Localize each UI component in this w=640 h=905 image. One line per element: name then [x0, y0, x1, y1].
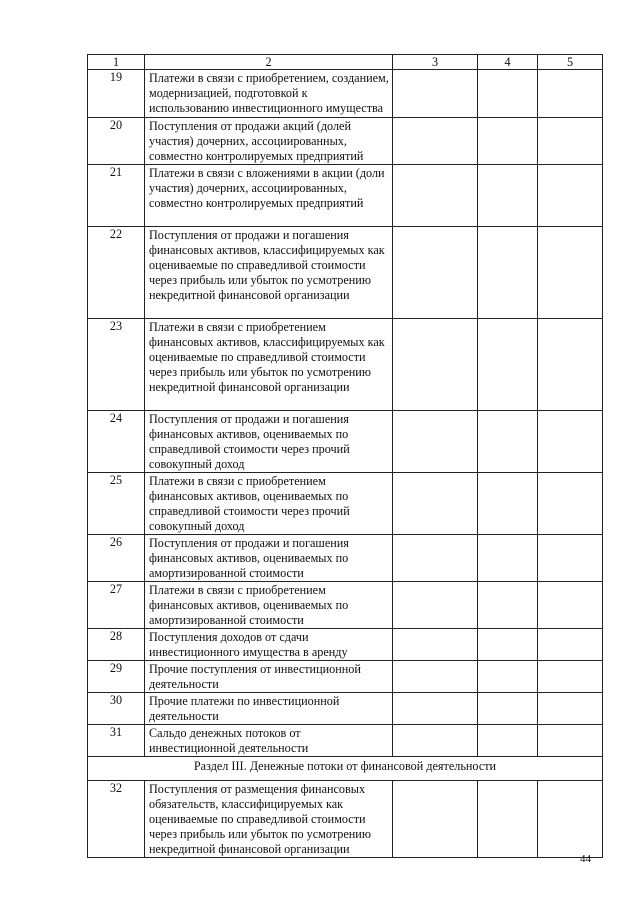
value-cell-col-4: [478, 165, 538, 227]
value-cell-col-4: [478, 661, 538, 693]
table-row: [88, 693, 603, 725]
value-cell-col-3: [393, 629, 478, 661]
row-description: Поступления доходов от сдачи инвестиционного имущества в аренду: [145, 629, 393, 661]
table-row: [88, 629, 603, 661]
value-cell-col-3: [393, 535, 478, 582]
value-cell-col-5: [538, 693, 603, 725]
row-description: Платежи в связи с приобретением, созданием, модернизацией, подготовкой к использованию инвестиционного имущества: [145, 70, 393, 118]
row-number: 19: [88, 70, 145, 118]
table-row: [88, 473, 603, 535]
row-number: 21: [88, 165, 145, 227]
row-number: 27: [88, 582, 145, 629]
row-number: 23: [88, 319, 145, 411]
value-cell-col-4: [478, 118, 538, 165]
table-header-row: [88, 55, 603, 70]
header-col-2: 2: [145, 55, 393, 70]
row-description: Поступления от продажи и погашения финансовых активов, классифицируемых как оцениваемые по справедливой стоимости через прибыль или убыток по усмотрению некредитной финансовой организации: [145, 227, 393, 319]
section-row: [88, 757, 603, 781]
value-cell-col-4: [478, 70, 538, 118]
value-cell-col-5: [538, 781, 603, 858]
table-row: [88, 319, 603, 411]
value-cell-col-3: [393, 781, 478, 858]
value-cell-col-5: [538, 227, 603, 319]
value-cell-col-3: [393, 70, 478, 118]
header-col-1: 1: [88, 55, 145, 70]
row-number: 31: [88, 725, 145, 757]
header-col-5: 5: [538, 55, 603, 70]
table-row: [88, 725, 603, 757]
table-row: [88, 535, 603, 582]
row-description: Поступления от размещения финансовых обязательств, классифицируемых как оцениваемые по справедливой стоимости через прибыль или убыток по усмотрению некредитной финансовой организации: [145, 781, 393, 858]
cash-flow-table: [87, 54, 603, 858]
value-cell-col-4: [478, 473, 538, 535]
value-cell-col-5: [538, 118, 603, 165]
row-description: Поступления от продажи и погашения финансовых активов, оцениваемых по амортизированной стоимости: [145, 535, 393, 582]
value-cell-col-5: [538, 629, 603, 661]
value-cell-col-4: [478, 629, 538, 661]
table-row: [88, 227, 603, 319]
row-number: 22: [88, 227, 145, 319]
table-row: [88, 118, 603, 165]
row-number: 26: [88, 535, 145, 582]
value-cell-col-3: [393, 473, 478, 535]
row-description: Платежи в связи с вложениями в акции (доли участия) дочерних, ассоциированных, совместно контролируемых предприятий: [145, 165, 393, 227]
row-description: Платежи в связи с приобретением финансовых активов, оцениваемых по амортизированной стоимости: [145, 582, 393, 629]
row-description: Прочие поступления от инвестиционной деятельности: [145, 661, 393, 693]
row-number: 25: [88, 473, 145, 535]
row-number: 24: [88, 411, 145, 473]
value-cell-col-4: [478, 725, 538, 757]
row-description: Поступления от продажи акций (долей участия) дочерних, ассоциированных, совместно контролируемых предприятий: [145, 118, 393, 165]
table-row: [88, 781, 603, 858]
value-cell-col-4: [478, 693, 538, 725]
value-cell-col-3: [393, 118, 478, 165]
value-cell-col-4: [478, 781, 538, 858]
row-description: Прочие платежи по инвестиционной деятельности: [145, 693, 393, 725]
value-cell-col-5: [538, 661, 603, 693]
section-title: Раздел III. Денежные потоки от финансовой деятельности: [88, 757, 603, 781]
value-cell-col-4: [478, 227, 538, 319]
table-row: [88, 661, 603, 693]
value-cell-col-5: [538, 582, 603, 629]
row-number: 30: [88, 693, 145, 725]
value-cell-col-5: [538, 725, 603, 757]
row-number: 29: [88, 661, 145, 693]
page-number: 44: [580, 853, 591, 865]
header-col-4: 4: [478, 55, 538, 70]
table-row: [88, 165, 603, 227]
header-col-3: 3: [393, 55, 478, 70]
value-cell-col-5: [538, 473, 603, 535]
row-description: Платежи в связи с приобретением финансовых активов, оцениваемых по справедливой стоимости через прочий совокупный доход: [145, 473, 393, 535]
value-cell-col-3: [393, 661, 478, 693]
table-row: [88, 582, 603, 629]
value-cell-col-3: [393, 227, 478, 319]
table-row: [88, 411, 603, 473]
value-cell-col-4: [478, 535, 538, 582]
value-cell-col-3: [393, 582, 478, 629]
value-cell-col-3: [393, 725, 478, 757]
value-cell-col-5: [538, 165, 603, 227]
value-cell-col-5: [538, 70, 603, 118]
row-number: 20: [88, 118, 145, 165]
row-number: 28: [88, 629, 145, 661]
value-cell-col-3: [393, 693, 478, 725]
table-row: [88, 70, 603, 118]
value-cell-col-5: [538, 411, 603, 473]
value-cell-col-4: [478, 319, 538, 411]
row-description: Сальдо денежных потоков от инвестиционной деятельности: [145, 725, 393, 757]
value-cell-col-3: [393, 411, 478, 473]
value-cell-col-3: [393, 165, 478, 227]
row-number: 32: [88, 781, 145, 858]
value-cell-col-4: [478, 411, 538, 473]
row-description: Платежи в связи с приобретением финансовых активов, классифицируемых как оцениваемые по справедливой стоимости через прибыль или убыток по усмотрению некредитной финансовой организации: [145, 319, 393, 411]
value-cell-col-5: [538, 535, 603, 582]
row-description: Поступления от продажи и погашения финансовых активов, оцениваемых по справедливой стоимости через прочий совокупный доход: [145, 411, 393, 473]
value-cell-col-4: [478, 582, 538, 629]
value-cell-col-5: [538, 319, 603, 411]
value-cell-col-3: [393, 319, 478, 411]
